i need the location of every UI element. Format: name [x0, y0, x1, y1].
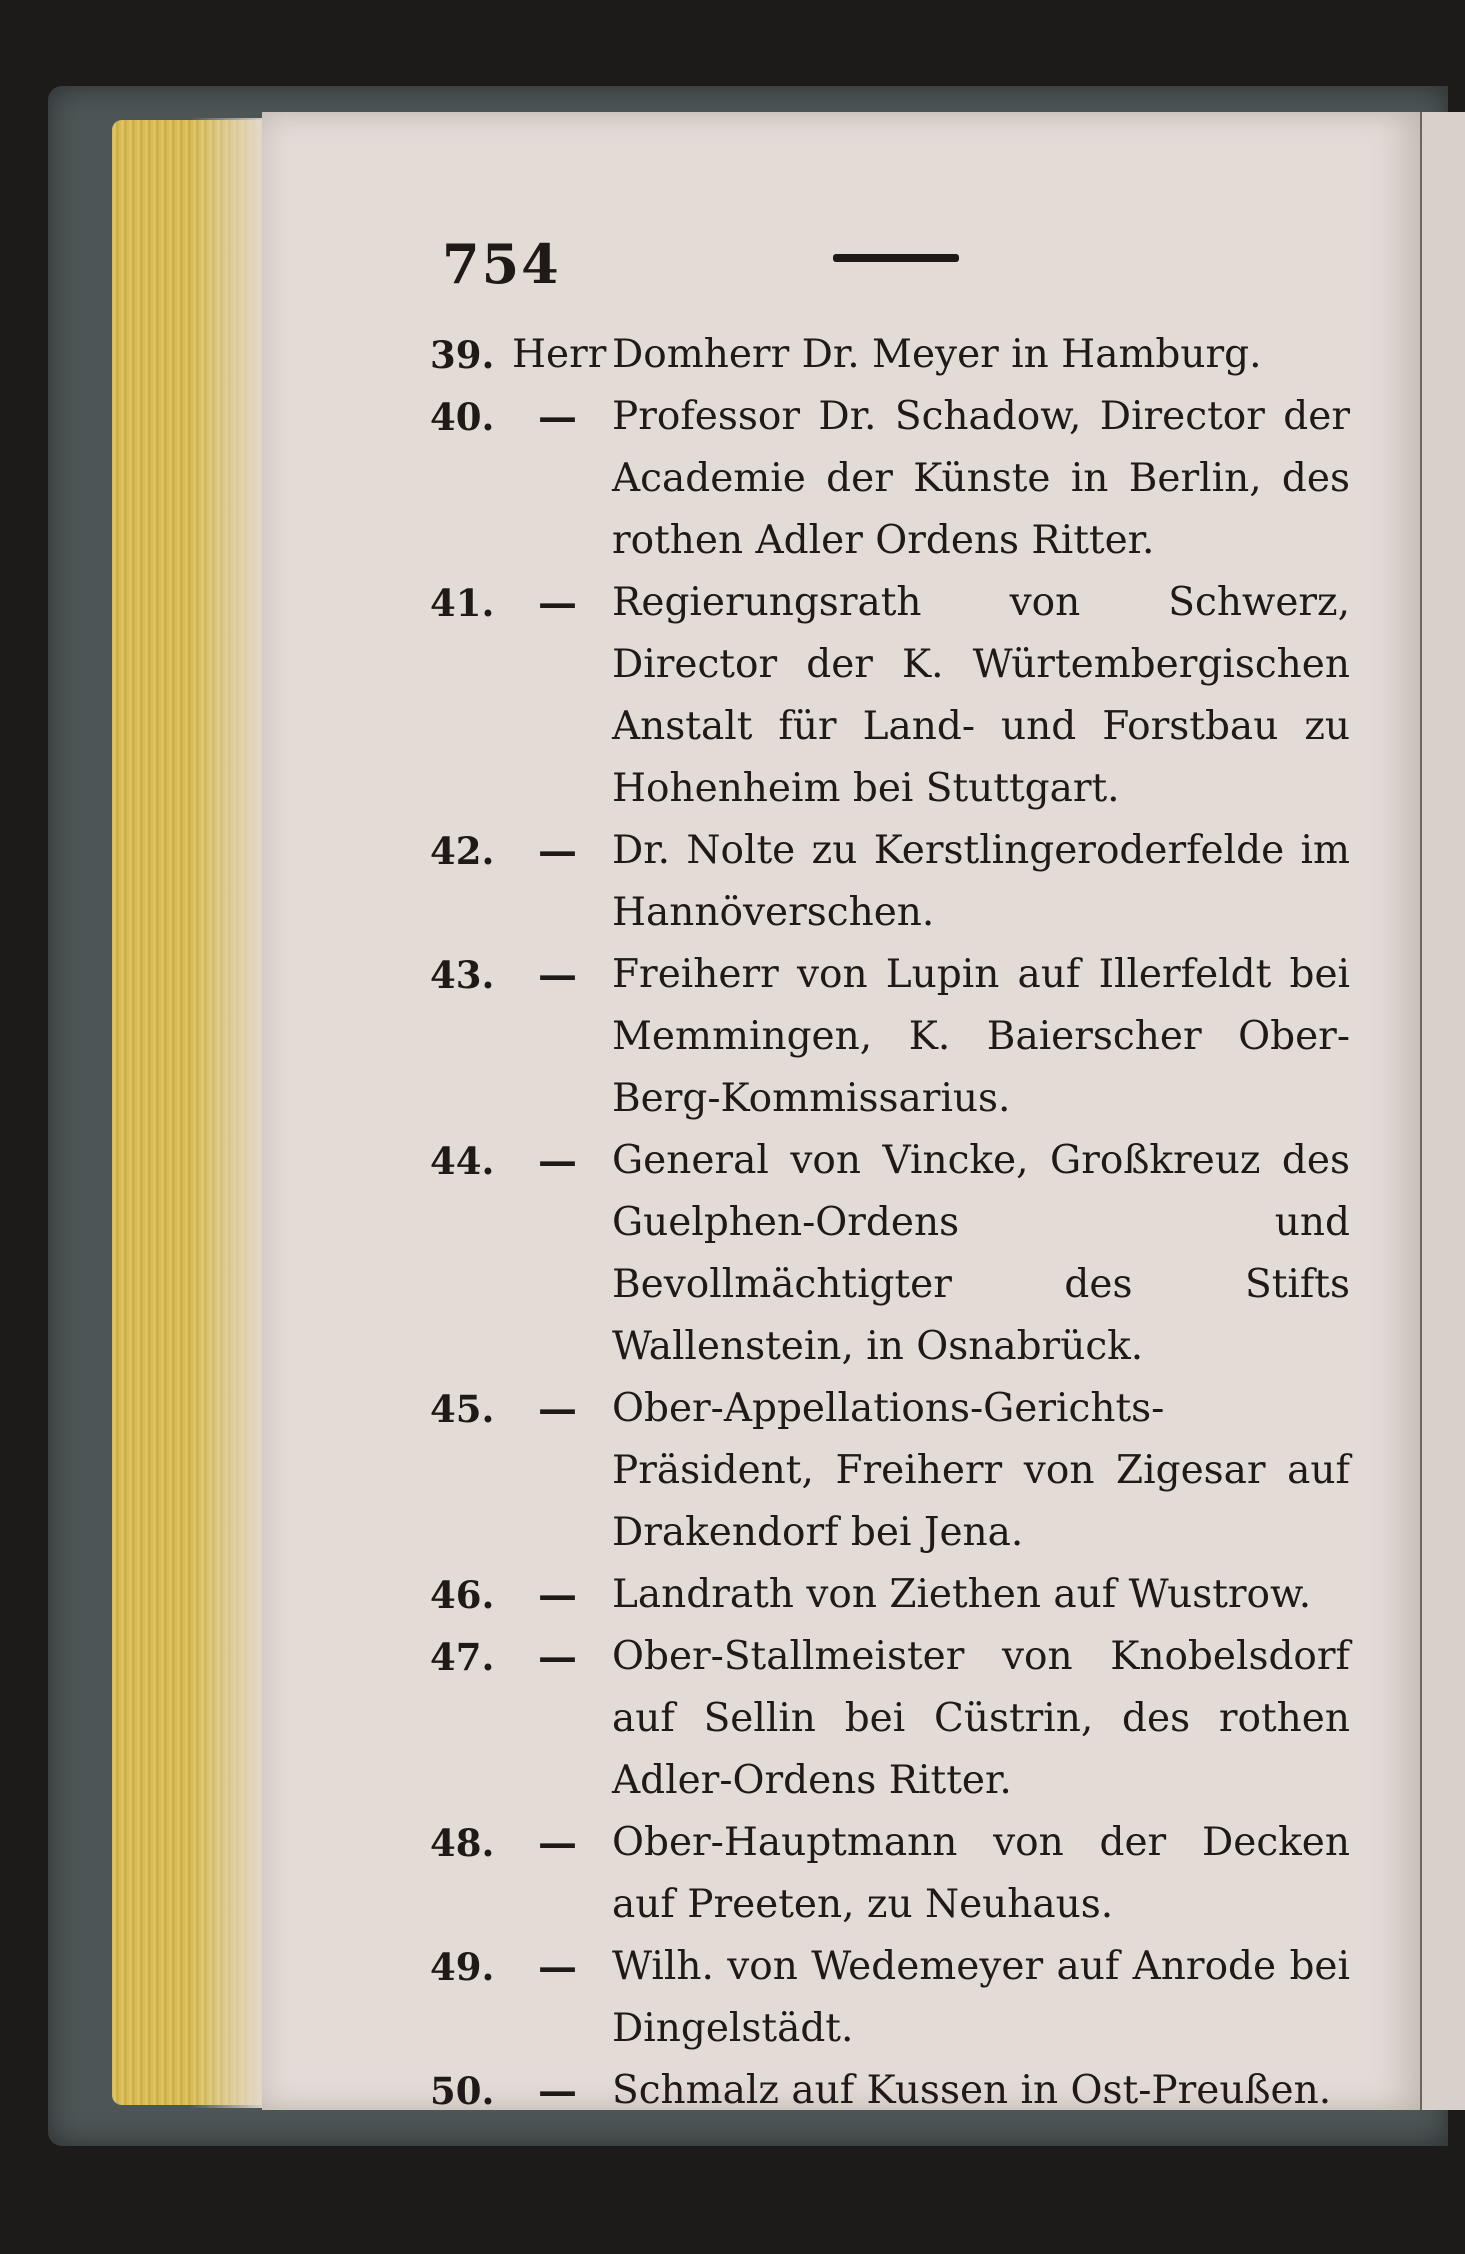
- list-item: [430, 1564, 1350, 1626]
- list-item: [430, 386, 1350, 572]
- entry-marker: —: [538, 1944, 577, 1990]
- entry-number: 42.: [430, 829, 495, 873]
- entry-marker: —: [538, 1634, 577, 1680]
- entry-text: Wilh. von Wedemeyer auf Anrode bei Dingelstädt.: [612, 1944, 1350, 2051]
- list-item: [430, 1378, 1350, 1564]
- entry-text: Domherr Dr. Meyer in Hamburg.: [612, 332, 1262, 377]
- entry-marker: —: [538, 828, 577, 874]
- page-edge-shadow: [190, 118, 270, 2108]
- entry-number: 41.: [430, 581, 495, 625]
- entry-marker: —: [538, 394, 577, 440]
- list-item: [430, 1130, 1350, 1378]
- header-rule: [833, 254, 959, 262]
- entry-number: 47.: [430, 1635, 495, 1679]
- entry-number: 46.: [430, 1573, 495, 1617]
- list-item: [430, 820, 1350, 944]
- entry-marker: —: [538, 580, 577, 626]
- list-item: [430, 944, 1350, 1130]
- entry-text: Schmalz auf Kussen in Ost-Preußen.: [612, 2068, 1332, 2113]
- entry-marker: —: [538, 1572, 577, 1618]
- list-item: [430, 1626, 1350, 1812]
- entry-text: Regierungsrath von Schwerz, Director der K. Würtembergischen Anstalt für Land- und Forstbau zu Hohenheim bei Stuttgart.: [612, 580, 1350, 811]
- entry-text: Dr. Nolte zu Kerstlingeroderfelde im Hannöverschen.: [612, 828, 1350, 935]
- entry-marker: —: [538, 1820, 577, 1866]
- entry-marker: —: [538, 952, 577, 998]
- facing-page-edge: [1420, 112, 1465, 2110]
- list-item: [430, 2060, 1350, 2122]
- page-number: 754: [442, 232, 561, 296]
- entry-text: Ober-Stallmeister von Knobelsdorf auf Sellin bei Cüstrin, des rothen Adler-Ordens Ritter.: [612, 1634, 1350, 1803]
- list-item: [430, 1812, 1350, 1936]
- entry-number: 43.: [430, 953, 495, 997]
- list-item: [430, 572, 1350, 820]
- entry-text: Landrath von Ziethen auf Wustrow.: [612, 1572, 1312, 1617]
- entry-text: Ober-Appellations-Gerichts-Präsident, Freiherr von Zigesar auf Drakendorf bei Jena.: [612, 1386, 1350, 1555]
- entry-marker: Herr: [512, 332, 607, 377]
- entry-marker: —: [538, 1138, 577, 1184]
- entry-text: Professor Dr. Schadow, Director der Academie der Künste in Berlin, des rothen Adler Ordens Ritter.: [612, 394, 1350, 563]
- entry-text: General von Vincke, Großkreuz des Guelphen-Ordens und Bevollmächtigter des Stifts Wallenstein, in Osnabrück.: [612, 1138, 1350, 1369]
- entry-number: 44.: [430, 1139, 495, 1183]
- entry-text: Freiherr von Lupin auf Illerfeldt bei Memmingen, K. Baierscher Ober-Berg-Kommissarius.: [612, 952, 1350, 1121]
- entry-number: 49.: [430, 1945, 495, 1989]
- entry-text: Ober-Hauptmann von der Decken auf Preeten, zu Neuhaus.: [612, 1820, 1350, 1927]
- entry-number: 50.: [430, 2069, 495, 2113]
- entry-number: 48.: [430, 1821, 495, 1865]
- entry-number: 40.: [430, 395, 495, 439]
- member-list: [430, 324, 1350, 2122]
- entry-number: 39.: [430, 333, 495, 377]
- list-item: [430, 324, 1350, 386]
- entry-marker: —: [538, 1386, 577, 1432]
- entry-marker: —: [538, 2068, 577, 2114]
- entry-number: 45.: [430, 1387, 495, 1431]
- list-item: [430, 1936, 1350, 2060]
